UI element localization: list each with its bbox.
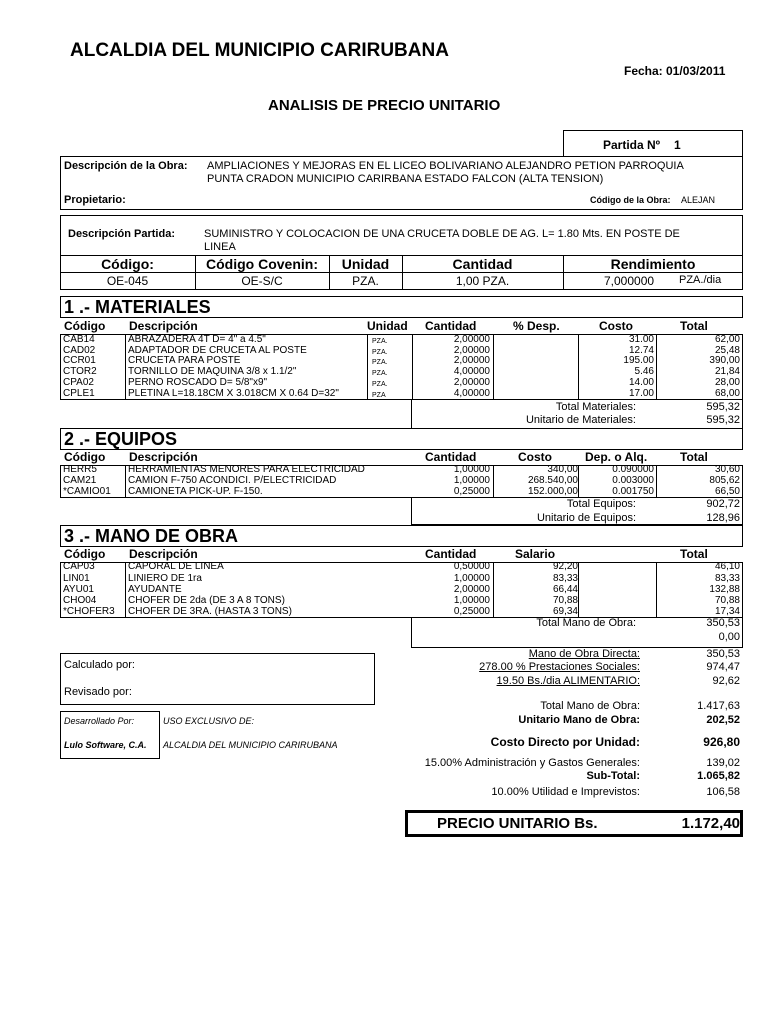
cell-unidad: PZA <box>372 392 386 399</box>
subtotal-label: Sub-Total: <box>586 770 640 782</box>
alimentario: 92,62 <box>712 675 740 687</box>
table-row <box>0 465 768 475</box>
cell-dep: 0.001750 <box>612 486 654 497</box>
mat-h-codigo: Código <box>64 319 106 333</box>
table-row <box>0 356 768 366</box>
cell-codigo: LIN01 <box>63 573 90 584</box>
precio-unitario: 1.172,40 <box>681 815 740 832</box>
cell-desc: CAMIONETA PICK-UP. F-150. <box>128 486 263 497</box>
codigo-obra-label: Código de la Obra: <box>590 195 671 205</box>
cell-costo: 152.000,00 <box>527 486 578 497</box>
cell-desc: PERNO ROSCADO D= 5/8"x9" <box>128 377 268 388</box>
codigo-value: OE-045 <box>106 274 149 288</box>
h-codigo: Código: <box>101 256 154 272</box>
mo-extra: 0,00 <box>718 631 740 643</box>
cell-desc: CAPORAL DE LINEA <box>128 561 224 572</box>
table-row <box>0 585 768 595</box>
cell-cantidad: 2,00000 <box>453 355 490 366</box>
rend-unit: PZA./dia <box>679 274 722 286</box>
mo-h-desc: Descripción <box>129 547 198 561</box>
table-row <box>0 596 768 606</box>
calculado-label: Calculado por: <box>64 659 135 671</box>
table-row <box>0 335 768 345</box>
table-row <box>0 487 768 497</box>
cell-dep: 0.090000 <box>612 464 654 475</box>
total-mo: 1.417,63 <box>697 700 740 712</box>
cell-salario: 69,34 <box>552 606 578 617</box>
eq-h-desc: Descripción <box>129 450 198 464</box>
eq-h-costo: Costo <box>518 450 552 464</box>
mo-h-codigo: Código <box>64 547 106 561</box>
prestaciones-label: 278.00 % Prestaciones Sociales: <box>479 661 640 673</box>
mat-h-costo: Costo <box>599 319 633 333</box>
codigo-obra: ALEJAN <box>681 195 716 205</box>
costo-directo: 926,80 <box>703 735 740 749</box>
cell-unidad: PZA. <box>372 370 388 377</box>
cell-desc: ABRAZADERA 4T D= 4" a 4.5" <box>128 334 266 345</box>
unit-mo: 202,52 <box>706 714 740 726</box>
cell-total: 25,48 <box>714 345 740 356</box>
h-rendimiento: Rendimiento <box>610 256 696 272</box>
cell-cantidad: 1,00000 <box>453 475 490 486</box>
mat-h-total: Total <box>680 319 708 333</box>
cell-salario: 92,20 <box>552 561 578 572</box>
cell-cantidad: 1,00000 <box>453 464 490 475</box>
h-covenin: Código Covenin: <box>206 256 318 272</box>
table-row <box>0 476 768 486</box>
cell-desc: ADAPTADOR DE CRUCETA AL POSTE <box>128 345 307 356</box>
cell-desc: CHOFER DE 2da (DE 3 A 8 TONS) <box>128 595 285 606</box>
obra-desc-line2: PUNTA CRADON MUNICIPIO CARIRBANA ESTADO FALCON (ALTA TENSION) <box>207 173 604 185</box>
cell-cantidad: 4,00000 <box>453 366 490 377</box>
mo-directa-label: Mano de Obra Directa: <box>528 648 640 660</box>
cell-total: 390,00 <box>709 355 740 366</box>
subtitle: ANALISIS DE PRECIO UNITARIO <box>268 97 501 114</box>
cell-cantidad: 1,00000 <box>453 595 490 606</box>
table-row <box>0 607 768 617</box>
cell-desc: CHOFER DE 3RA. (HASTA 3 TONS) <box>128 606 292 617</box>
mat-total: 595,32 <box>706 401 740 413</box>
cell-codigo: CAM21 <box>63 475 97 486</box>
utilidad-label: 10.00% Utilidad e Imprevistos: <box>491 786 640 798</box>
uso-exclusivo: USO EXCLUSIVO DE: <box>163 716 255 726</box>
cell-cantidad: 4,00000 <box>453 388 490 399</box>
cell-total: 28,00 <box>714 377 740 388</box>
cell-codigo: CTOR2 <box>63 366 97 377</box>
date: Fecha: 01/03/2011 <box>624 64 726 78</box>
alimentario-label: 19.50 Bs./dia ALIMENTARIO: <box>496 675 640 687</box>
mo-h-salario: Salario <box>515 547 556 561</box>
cell-desc: PLETINA L=18.18CM X 3.018CM X 0.64 D=32" <box>128 388 339 399</box>
alcaldia-name: ALCALDIA DEL MUNICIPIO CARIRUBANA <box>163 740 338 750</box>
table-row <box>0 574 768 584</box>
cell-desc: CAMION F-750 ACONDICI. P/ELECTRICIDAD <box>128 475 337 486</box>
divider <box>60 272 743 273</box>
partida-desc-line1: SUMINISTRO Y COLOCACION DE UNA CRUCETA DOBLE DE AG. L= 1.80 Mts. EN POSTE DE <box>204 228 680 240</box>
eq-unit: 128,96 <box>706 512 740 524</box>
mat-unit-label: Unitario de Materiales: <box>525 414 636 426</box>
cell-total: 30,60 <box>714 464 740 475</box>
admin-label: 15.00% Administración y Gastos Generales: <box>424 757 640 769</box>
unidad-value: PZA. <box>352 274 379 288</box>
cell-total: 132,88 <box>709 584 740 595</box>
cell-cantidad: 2,00000 <box>453 377 490 388</box>
cell-codigo: CCR01 <box>63 355 96 366</box>
cell-total: 21,84 <box>714 366 740 377</box>
unit-mo-label: Unitario Mano de Obra: <box>518 714 640 726</box>
precio-unitario-label: PRECIO UNITARIO Bs. <box>437 815 598 832</box>
cell-cantidad: 2,00000 <box>453 584 490 595</box>
partida-label: Partida Nº <box>603 138 661 152</box>
cell-total: 805,62 <box>709 475 740 486</box>
mat-h-desc: Descripción <box>129 319 198 333</box>
mat-h-unidad: Unidad <box>367 319 408 333</box>
total-mo-label: Total Mano de Obra: <box>540 700 640 712</box>
costo-directo-label: Costo Directo por Unidad: <box>490 735 640 749</box>
prestaciones: 974,47 <box>706 661 740 673</box>
cell-total: 62,00 <box>714 334 740 345</box>
propietario-label: Propietario: <box>64 194 126 206</box>
cell-total: 83,33 <box>714 573 740 584</box>
cell-cantidad: 2,00000 <box>453 345 490 356</box>
cell-codigo: *CAMIO01 <box>63 486 111 497</box>
admin: 139,02 <box>706 757 740 769</box>
covenin-value: OE-S/C <box>241 274 283 288</box>
obra-desc-line1: AMPLIACIONES Y MEJORAS EN EL LICEO BOLIVARIANO ALEJANDRO PETION PARROQUIA <box>207 160 684 172</box>
cell-costo: 31.00 <box>628 334 654 345</box>
cell-unidad: PZA. <box>372 381 388 388</box>
mo-total: 350,53 <box>706 617 740 629</box>
partida-desc-label: Descripción Partida: <box>68 228 175 240</box>
desarrollado-label: Desarrollado Por: <box>64 716 135 726</box>
cell-cantidad: 1,00000 <box>453 573 490 584</box>
cell-costo: 5.46 <box>634 366 654 377</box>
eq-h-dep: Dep. o Alq. <box>585 450 648 464</box>
mat-h-desp: % Desp. <box>513 319 560 333</box>
mano-obra-title: 3 .- MANO DE OBRA <box>64 526 239 546</box>
cell-cantidad: 2,00000 <box>453 334 490 345</box>
cell-codigo: CPA02 <box>63 377 94 388</box>
cell-codigo: CAB14 <box>63 334 95 345</box>
mo-total-label: Total Mano de Obra: <box>536 617 636 629</box>
cell-codigo: AYU01 <box>63 584 94 595</box>
cell-desc: TORNILLO DE MAQUINA 3/8 x 1.1/2" <box>128 366 297 377</box>
cell-costo: 17.00 <box>628 388 654 399</box>
rend-value: 7,000000 <box>604 274 655 288</box>
partida-desc-line2: LINEA <box>204 241 236 253</box>
cell-codigo: CAD02 <box>63 345 96 356</box>
equipos-title: 2 .- EQUIPOS <box>64 429 178 449</box>
cell-codigo: *CHOFER3 <box>63 606 115 617</box>
mo-h-cantidad: Cantidad <box>425 547 477 561</box>
cell-total: 70,88 <box>714 595 740 606</box>
cell-unidad: PZA. <box>372 338 388 345</box>
cantidad-value: 1,00 PZA. <box>455 274 510 288</box>
mat-unit: 595,32 <box>706 414 740 426</box>
cell-dep: 0.003000 <box>612 475 654 486</box>
cell-desc: HERRAMIENTAS MENORES PARA ELECTRICIDAD <box>128 464 365 475</box>
cell-unidad: PZA. <box>372 359 388 366</box>
cell-unidad: PZA. <box>372 349 388 356</box>
subtotal: 1.065,82 <box>697 770 740 782</box>
mo-directa: 350,53 <box>706 648 740 660</box>
table-row <box>0 367 768 377</box>
cell-total: 68,00 <box>714 388 740 399</box>
cell-codigo: CAP03 <box>63 561 95 572</box>
cell-salario: 83,33 <box>552 573 578 584</box>
software-name: Lulo Software, C.A. <box>64 740 147 750</box>
mo-h-total: Total <box>680 547 708 561</box>
cell-codigo: HERR5 <box>63 464 97 475</box>
cell-costo: 195.00 <box>623 355 654 366</box>
mat-total-label: Total Materiales: <box>555 401 636 413</box>
cell-costo: 340,00 <box>547 464 578 475</box>
revisado-label: Revisado por: <box>64 686 132 698</box>
cell-costo: 268.540,00 <box>527 475 578 486</box>
materiales-title: 1 .- MATERIALES <box>64 297 211 317</box>
table-row <box>0 562 768 572</box>
cell-cantidad: 0,25000 <box>453 486 490 497</box>
cell-total: 46,10 <box>714 561 740 572</box>
document-title: ALCALDIA DEL MUNICIPIO CARIRUBANA <box>70 40 449 61</box>
eq-h-total: Total <box>680 450 708 464</box>
h-unidad: Unidad <box>341 256 390 272</box>
eq-unit-label: Unitario de Equipos: <box>536 512 636 524</box>
table-row <box>0 378 768 388</box>
partida-number: 1 <box>674 138 681 152</box>
cell-desc: AYUDANTE <box>128 584 182 595</box>
eq-h-cantidad: Cantidad <box>425 450 477 464</box>
table-row <box>0 389 768 399</box>
cell-codigo: CPLE1 <box>63 388 95 399</box>
obra-desc-label: Descripción de la Obra: <box>64 160 188 172</box>
cell-total: 66,50 <box>714 486 740 497</box>
mat-h-cantidad: Cantidad <box>425 319 477 333</box>
h-cantidad: Cantidad <box>452 256 513 272</box>
cell-cantidad: 0,50000 <box>453 561 490 572</box>
cell-salario: 66,44 <box>552 584 578 595</box>
utilidad: 106,58 <box>706 786 740 798</box>
cell-salario: 70,88 <box>552 595 578 606</box>
cell-costo: 14.00 <box>628 377 654 388</box>
eq-total: 902,72 <box>706 498 740 510</box>
cell-costo: 12.74 <box>628 345 654 356</box>
eq-total-label: Total Equipos: <box>566 498 636 510</box>
cell-total: 17,34 <box>714 606 740 617</box>
cell-cantidad: 0,25000 <box>453 606 490 617</box>
cell-desc: LINIERO DE 1ra <box>128 573 202 584</box>
eq-h-codigo: Código <box>64 450 106 464</box>
cell-desc: CRUCETA PARA POSTE <box>128 355 241 366</box>
cell-codigo: CHO04 <box>63 595 97 606</box>
